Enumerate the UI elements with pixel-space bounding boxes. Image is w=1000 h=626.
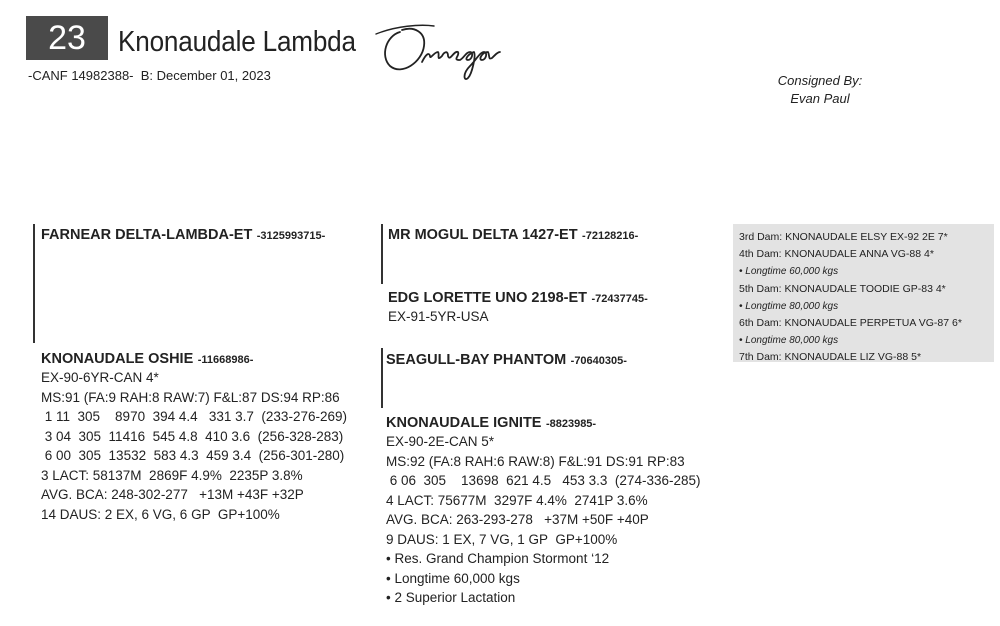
dam-name: KNONAUDALE OSHIE: [41, 351, 194, 367]
birth-date: B: December 01, 2023: [140, 68, 271, 83]
sires-dam-classification: EX-91-5YR-USA: [388, 309, 489, 324]
extended-dam-note: • Longtime 60,000 kgs: [739, 266, 839, 278]
dams-dam-detail-line: • Res. Grand Champion Stormont ‘12: [386, 551, 610, 566]
dams-dam-detail-line: AVG. BCA: 263-293-278 +37M +50F +40P: [386, 512, 649, 527]
dam-detail-line: 3 04 305 11416 545 4.8 410 3.6 (256-328-283): [41, 428, 344, 444]
dams-dam-detail-line: 9 DAUS: 1 EX, 7 VG, 1 GP GP+100%: [386, 531, 618, 547]
sire-reg: -3125993715-: [256, 230, 326, 242]
dams-dam-name: KNONAUDALE IGNITE: [386, 415, 542, 431]
pedigree-bracket-sires-sire: [381, 224, 383, 284]
registration-line: [28, 68, 271, 83]
consigned-block: [760, 72, 880, 108]
registration-number: -CANF 14982388-: [28, 68, 134, 83]
script-name-logo: [372, 4, 502, 82]
dams-dam-reg: -8823985-: [545, 418, 597, 430]
dams-dam-detail-line: • 2 Superior Lactation: [386, 590, 516, 605]
extended-dam-line: 4th Dam: KNONAUDALE ANNA VG-88 4*: [739, 248, 934, 261]
dams-sire-reg: -70640305-: [570, 355, 627, 367]
dams-dam-heading: [386, 414, 596, 432]
extended-dam-line: 7th Dam: KNONAUDALE LIZ VG-88 5*: [739, 351, 922, 364]
sires-sire-reg: -72128216-: [582, 230, 639, 242]
dams-dam-detail-line: EX-90-2E-CAN 5*: [386, 434, 495, 449]
dams-dam-detail-line: 6 06 305 13698 621 4.5 453 3.3 (274-336-285): [386, 473, 701, 488]
pedigree-bracket-sire: [33, 224, 35, 343]
dam-detail-line: MS:91 (FA:9 RAH:8 RAW:7) F&L:87 DS:94 RP:86: [41, 389, 340, 405]
extended-dam-note: • Longtime 80,000 kgs: [739, 335, 839, 347]
consigned-label: Consigned By:: [777, 73, 863, 88]
extended-dam-note: • Longtime 80,000 kgs: [739, 300, 839, 312]
dams-dam-details: [386, 432, 701, 608]
extended-dams-box: [733, 224, 994, 362]
dam-detail-line: 1 11 305 8970 394 4.4 331 3.7 (233-276-269): [41, 409, 347, 424]
dams-dam-detail-line: • Longtime 60,000 kgs: [386, 570, 520, 586]
consignor-name: Evan Paul: [790, 91, 850, 106]
dam-detail-line: 6 00 305 13532 583 4.3 459 3.4 (256-301-280): [41, 448, 345, 463]
sires-sire-heading: [388, 226, 638, 244]
dam-heading: [41, 350, 253, 368]
dam-detail-line: AVG. BCA: 248-302-277 +13M +43F +32P: [41, 487, 304, 502]
dam-detail-line: 14 DAUS: 2 EX, 6 VG, 6 GP GP+100%: [41, 506, 280, 522]
sires-dam-heading: [388, 289, 648, 307]
animal-name-title: Knonaudale Lambda: [118, 26, 356, 58]
sire-heading: [41, 226, 325, 244]
extended-dam-line: 5th Dam: KNONAUDALE TOODIE GP-83 4*: [739, 282, 946, 295]
sires-sire-name: MR MOGUL DELTA 1427-ET: [388, 227, 578, 243]
dams-dam-detail-line: MS:92 (FA:8 RAH:6 RAW:8) F&L:91 DS:91 RP:83: [386, 453, 685, 469]
dam-detail-line: EX-90-6YR-CAN 4*: [41, 370, 159, 385]
dams-dam-detail-line: 4 LACT: 75677M 3297F 4.4% 2741P 3.6%: [386, 492, 648, 508]
extended-dam-line: 3rd Dam: KNONAUDALE ELSY EX-92 2E 7*: [739, 231, 948, 243]
sires-dam-name: EDG LORETTE UNO 2198-ET: [388, 290, 588, 306]
sire-name: FARNEAR DELTA-LAMBDA-ET: [41, 227, 253, 243]
pedigree-bracket-dams-sire: [381, 348, 383, 408]
dams-sire-heading: [386, 351, 627, 369]
dams-sire-name: SEAGULL-BAY PHANTOM: [386, 352, 567, 368]
dam-detail-line: 3 LACT: 58137M 2869F 4.9% 2235P 3.8%: [41, 467, 303, 483]
sires-dam-reg: -72437745-: [591, 293, 648, 305]
lot-number-badge: 23: [26, 16, 108, 60]
dam-details: [41, 368, 347, 524]
dam-reg: -11668986-: [197, 354, 254, 366]
extended-dam-line: 6th Dam: KNONAUDALE PERPETUA VG-87 6*: [739, 317, 962, 330]
